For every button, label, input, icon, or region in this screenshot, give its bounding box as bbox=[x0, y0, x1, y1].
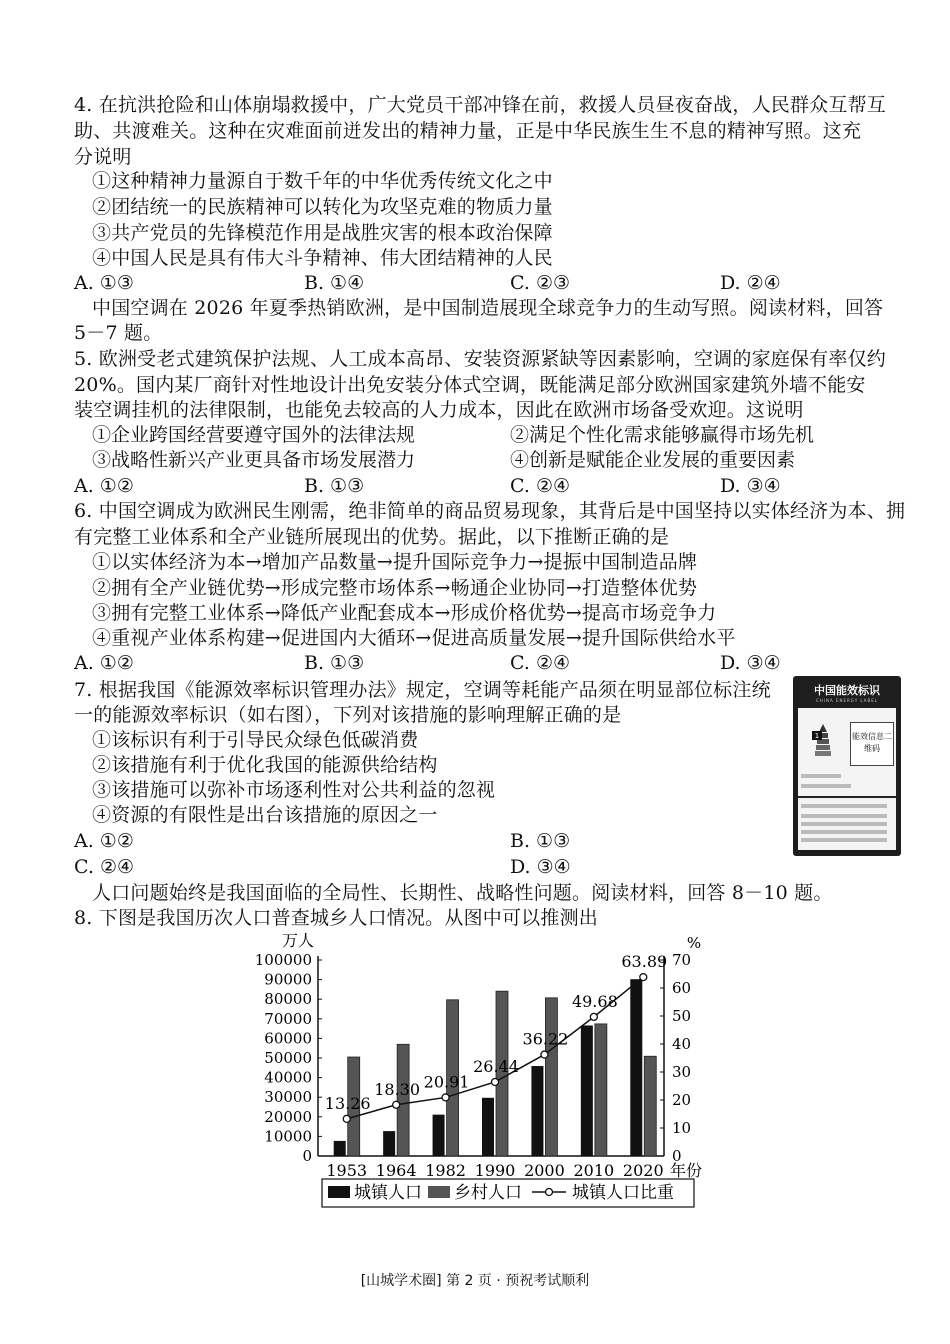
right-axis-tick-label: 10 bbox=[672, 1119, 692, 1137]
x-axis-tick-label: 1964 bbox=[375, 1161, 417, 1180]
option-c: C. ②④ bbox=[510, 475, 571, 497]
option-d: D. ③④ bbox=[720, 652, 781, 674]
question-6-item-3: ③拥有完整工业体系→降低产业配套成本→形成价格优势→提高市场竞争力 bbox=[92, 602, 717, 624]
x-axis-tick-label: 1990 bbox=[474, 1161, 516, 1180]
question-4-item-2: ②团结统一的民族精神可以转化为攻坚克难的物质力量 bbox=[92, 196, 553, 218]
energy-grade-number: 1 bbox=[814, 732, 820, 740]
urban-ratio-data-label: 20.91 bbox=[423, 1072, 470, 1092]
legend-ratio-label: 城镇人口比重 bbox=[572, 1183, 674, 1203]
option-a: A. ①② bbox=[74, 475, 134, 497]
left-axis-unit-label: 万人 bbox=[281, 931, 315, 950]
left-axis-tick-label: 90000 bbox=[264, 970, 312, 989]
option-d: D. ③④ bbox=[510, 856, 571, 878]
urban-ratio-point bbox=[393, 1101, 400, 1108]
question-5-item-2: ②满足个性化需求能够赢得市场先机 bbox=[510, 424, 815, 446]
right-axis-tick-label: 60 bbox=[672, 979, 692, 997]
question-5-options bbox=[74, 473, 814, 499]
question-5-items-row-2 bbox=[74, 447, 814, 473]
option-b: B. ①③ bbox=[304, 475, 365, 497]
x-axis-tick-label: 2000 bbox=[524, 1161, 565, 1180]
left-axis-tick-label: 30000 bbox=[264, 1088, 312, 1107]
urban-ratio-data-label: 63.89 bbox=[621, 952, 668, 972]
right-axis-tick-label: 30 bbox=[672, 1063, 692, 1081]
urban-population-bar bbox=[433, 1115, 445, 1156]
x-axis-tick-label: 2020 bbox=[622, 1161, 664, 1180]
urban-ratio-data-label: 26.44 bbox=[473, 1056, 519, 1076]
urban-population-bar bbox=[482, 1098, 494, 1156]
x-axis-tick-label: 2010 bbox=[573, 1161, 615, 1180]
question-6-stem-line-2: 有完整工业体系和全产业链所展现出的优势。据此，以下推断正确的是 bbox=[74, 526, 670, 548]
option-b: B. ①③ bbox=[304, 652, 365, 674]
label-text-row bbox=[801, 838, 887, 842]
question-6-item-2: ②拥有全产业链优势→形成完整市场体系→畅通企业协同→打造整体优势 bbox=[92, 577, 698, 599]
question-5-stem-line-2: 20%。国内某厂商针对性地设计出免安装分体式空调，既能满足部分欧洲国家建筑外墙不能安 bbox=[74, 374, 866, 396]
option-c: C. ②④ bbox=[74, 856, 135, 878]
left-axis-tick-label: 10000 bbox=[264, 1127, 312, 1146]
population-census-chart bbox=[254, 930, 720, 1225]
urban-ratio-data-label: 18.30 bbox=[374, 1079, 421, 1099]
option-c: C. ②④ bbox=[510, 652, 571, 674]
page-footer: [山城学术圈] 第 2 页 · 预祝考试顺利 bbox=[360, 1273, 590, 1289]
question-7-options-row-1 bbox=[74, 828, 814, 854]
question-7-item-2: ②该措施有利于优化我国的能源供给结构 bbox=[92, 754, 438, 776]
label-text-row bbox=[801, 774, 841, 778]
urban-population-bar bbox=[630, 979, 642, 1156]
question-8-stem: 8. 下图是我国历次人口普查城乡人口情况。从图中可以推测出 bbox=[74, 907, 598, 929]
right-axis-tick-label: 20 bbox=[672, 1091, 692, 1109]
legend-rural-label: 乡村人口 bbox=[454, 1183, 522, 1203]
left-axis-tick-label: 100000 bbox=[254, 951, 312, 969]
right-axis-unit-label: % bbox=[686, 934, 702, 952]
urban-ratio-point bbox=[590, 1013, 597, 1020]
label-text-row bbox=[801, 830, 887, 834]
legend-urban-label: 城镇人口 bbox=[354, 1183, 422, 1203]
x-axis-tick-label: 1982 bbox=[425, 1161, 466, 1180]
urban-ratio-data-label: 49.68 bbox=[571, 991, 618, 1011]
question-5-item-4: ④创新是赋能企业发展的重要因素 bbox=[510, 449, 796, 471]
question-4-item-1: ①这种精神力量源自于数千年的中华优秀传统文化之中 bbox=[92, 170, 553, 192]
question-4-stem-line-3: 分说明 bbox=[74, 146, 132, 168]
rural-population-bar bbox=[644, 1056, 656, 1156]
question-5-item-3: ③战略性新兴产业更具备市场发展潜力 bbox=[92, 449, 416, 471]
energy-label-title: 中国能效标识 bbox=[814, 684, 880, 697]
x-axis-tick-label: 1953 bbox=[326, 1161, 368, 1180]
urban-ratio-point bbox=[492, 1078, 499, 1085]
right-axis-tick-label: 50 bbox=[672, 1007, 692, 1025]
option-b: B. ①③ bbox=[510, 830, 571, 852]
urban-ratio-data-label: 36.22 bbox=[522, 1029, 569, 1049]
question-4-item-4: ④中国人民是具有伟大斗争精神、伟大团结精神的人民 bbox=[92, 247, 553, 269]
energy-efficiency-label bbox=[793, 676, 901, 856]
rural-population-bar bbox=[545, 998, 557, 1156]
urban-population-bar bbox=[334, 1141, 346, 1156]
urban-ratio-point bbox=[442, 1094, 449, 1101]
label-divider bbox=[798, 796, 896, 798]
urban-population-bar bbox=[531, 1066, 543, 1156]
option-b: B. ①④ bbox=[304, 272, 365, 294]
question-6-item-1: ①以实体经济为本→增加产品数量→提升国际竞争力→提振中国制造品牌 bbox=[92, 551, 698, 573]
right-axis-tick-label: 70 bbox=[672, 951, 692, 969]
left-axis-tick-label: 0 bbox=[302, 1147, 312, 1165]
question-4-item-3: ③共产党员的先锋模范作用是战胜灾害的根本政治保障 bbox=[92, 222, 553, 244]
left-axis-tick-label: 70000 bbox=[264, 1009, 312, 1028]
left-axis-tick-label: 20000 bbox=[264, 1107, 312, 1126]
question-5-stem-line-1: 5. 欧洲受老式建筑保护法规、人工成本高昂、安装资源紧缺等因素影响，空调的家庭保有率仅约 bbox=[74, 348, 886, 370]
material-intro-5-7-line-2: 5－7 题。 bbox=[74, 322, 163, 344]
question-7-item-3: ③该措施可以弥补市场逐利性对公共利益的忽视 bbox=[92, 779, 496, 801]
question-7-item-1: ①该标识有利于引导民众绿色低碳消费 bbox=[92, 729, 419, 751]
right-axis-tick-label: 40 bbox=[672, 1035, 692, 1053]
option-d: D. ③④ bbox=[720, 475, 781, 497]
energy-label-qr-box: 能效信息二维码 bbox=[850, 722, 894, 766]
rural-population-bar bbox=[595, 1024, 607, 1156]
question-5-item-1: ①企业跨国经营要遵守国外的法律法规 bbox=[92, 424, 416, 446]
urban-ratio-point bbox=[640, 974, 647, 981]
question-6-options bbox=[74, 650, 814, 676]
left-axis-tick-label: 80000 bbox=[264, 990, 312, 1009]
label-text-row bbox=[801, 804, 887, 808]
urban-ratio-point bbox=[343, 1115, 350, 1122]
energy-label-subtitle: CHINA ENERGY LABEL bbox=[816, 698, 878, 703]
question-7-stem-line-2: 一的能源效率标识（如右图），下列对该措施的影响理解正确的是 bbox=[74, 704, 622, 726]
question-6-stem-line-1: 6. 中国空调成为欧洲民生刚需，绝非简单的商品贸易现象，其背后是中国坚持以实体经济为本、拥 bbox=[74, 500, 906, 522]
energy-grade-scale-icon bbox=[810, 722, 836, 762]
legend-rural-swatch bbox=[428, 1186, 450, 1198]
question-5-items-row-1 bbox=[74, 422, 814, 448]
urban-ratio-data-label: 13.26 bbox=[324, 1093, 371, 1113]
urban-ratio-point bbox=[541, 1051, 548, 1058]
option-a: A. ①② bbox=[74, 652, 134, 674]
x-axis-label: 年份 bbox=[670, 1161, 703, 1180]
option-a: A. ①② bbox=[74, 830, 134, 852]
option-d: D. ②④ bbox=[720, 272, 781, 294]
rural-population-bar bbox=[397, 1044, 409, 1156]
question-4-stem-line-1: 4. 在抗洪抢险和山体崩塌救援中，广大党员干部冲锋在前，救援人员昼夜奋战，人民群众互帮互 bbox=[74, 94, 886, 116]
energy-label-body bbox=[798, 708, 896, 850]
material-intro-5-7-line-1: 中国空调在 2026 年夏季热销欧洲，是中国制造展现全球竞争力的生动写照。阅读材料，回答 bbox=[92, 297, 884, 319]
question-7-options-row-2 bbox=[74, 854, 814, 880]
right-axis-tick-label: 0 bbox=[672, 1147, 682, 1165]
legend-urban-swatch bbox=[328, 1186, 350, 1198]
option-a: A. ①③ bbox=[74, 272, 134, 294]
question-5-stem-line-3: 装空调挂机的法律限制，也能免去较高的人力成本，因此在欧洲市场备受欢迎。这说明 bbox=[74, 399, 804, 421]
urban-population-bar bbox=[383, 1131, 395, 1156]
label-text-row bbox=[801, 822, 887, 826]
question-4-options bbox=[74, 270, 814, 296]
urban-population-bar bbox=[581, 1025, 593, 1156]
legend-ratio-point-swatch bbox=[546, 1189, 553, 1196]
question-6-item-4: ④重视产业体系构建→促进国内大循环→促进高质量发展→提升国际供给水平 bbox=[92, 627, 736, 649]
label-text-row bbox=[801, 814, 887, 818]
material-intro-8-10: 人口问题始终是我国面临的全局性、长期性、战略性问题。阅读材料，回答 8－10 题。 bbox=[92, 882, 833, 904]
left-axis-tick-label: 50000 bbox=[264, 1049, 312, 1067]
left-axis-tick-label: 40000 bbox=[264, 1068, 312, 1087]
option-c: C. ②③ bbox=[510, 272, 571, 294]
left-axis-tick-label: 60000 bbox=[264, 1029, 312, 1048]
question-7-item-4: ④资源的有限性是出台该措施的原因之一 bbox=[92, 804, 438, 826]
question-7-stem-line-1: 7. 根据我国《能源效率标识管理办法》规定，空调等耗能产品须在明显部位标注统 bbox=[74, 679, 771, 701]
question-4-stem-line-2: 助、共渡难关。这种在灾难面前迸发出的精神力量，正是中华民族生生不息的精神写照。这充 bbox=[74, 120, 862, 142]
label-text-row bbox=[801, 784, 851, 788]
